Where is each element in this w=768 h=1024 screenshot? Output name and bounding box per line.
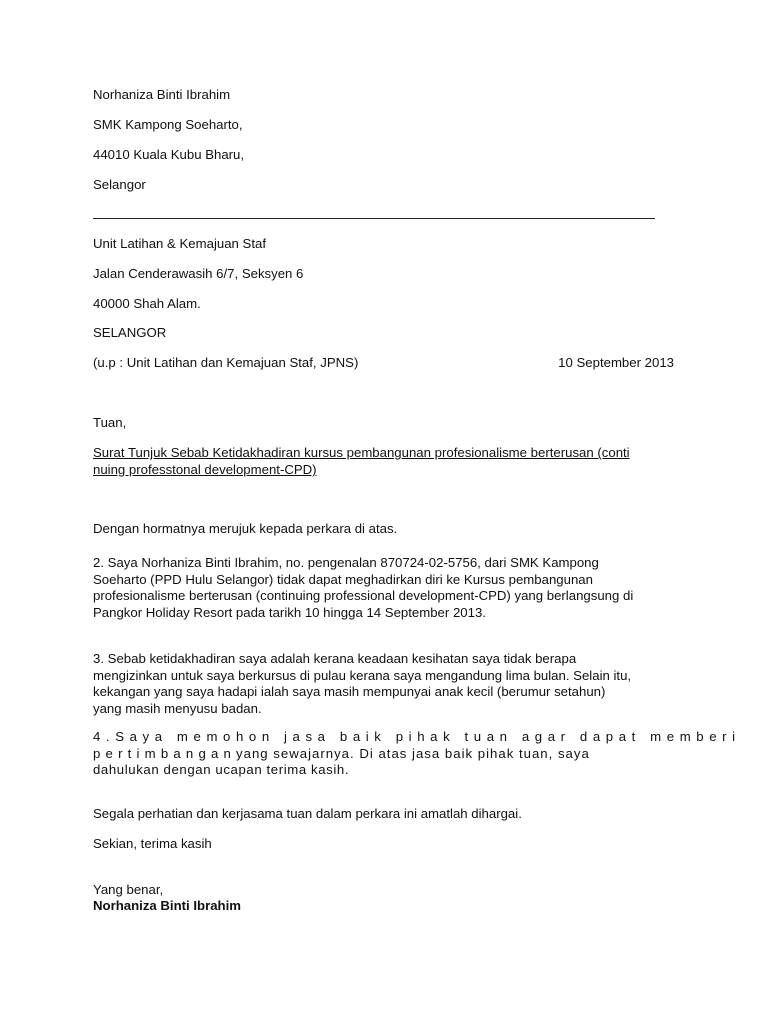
divider-line xyxy=(93,218,655,219)
salutation: Tuan, xyxy=(93,415,127,430)
paragraph-4-line: dahulukan dengan ucapan terima kasih. xyxy=(93,762,350,778)
signoff-yours: Yang benar, xyxy=(93,882,164,897)
paragraph-4 xyxy=(93,729,741,779)
closing: Sekian, terima kasih xyxy=(93,836,212,851)
recipient-state: SELANGOR xyxy=(93,325,167,340)
paragraph-4-rest: yang sewajarnya. Di atas jasa baik pihak tuan, saya xyxy=(236,745,590,761)
sender-postcode-city: 44010 Kuala Kubu Bharu, xyxy=(93,147,245,162)
subject-line-1: Surat Tunjuk Sebab Ketidakhadiran kursus pembangunan profesionalisme berterusan (conti xyxy=(93,445,630,460)
paragraph-4-line: 4.Saya memohon jasa baik pihak tuan agar dapat memberi xyxy=(93,729,741,744)
sender-state: Selangor xyxy=(93,177,146,192)
letter-date: 10 September 2013 xyxy=(558,355,674,370)
paragraph-2-line: Pangkor Holiday Resort pada tarikh 10 hingga 14 September 2013. xyxy=(93,604,486,620)
recipient-unit: Unit Latihan & Kemajuan Staf xyxy=(93,236,267,251)
paragraph-2 xyxy=(93,555,693,621)
recipient-attention: (u.p : Unit Latihan dan Kemajuan Staf, JPNS) xyxy=(93,355,359,370)
paragraph-3-line: 3. Sebab ketidakhadiran saya adalah kerana keadaan kesihatan saya tidak berapa xyxy=(93,651,577,666)
recipient-postcode-city: 40000 Shah Alam. xyxy=(93,296,201,311)
subject-line-2: nuing professtonal development-CPD) xyxy=(93,462,317,477)
paragraph-2-line: Soeharto (PPD Hulu Selangor) tidak dapat meghadirkan diri ke Kursus pembangunan xyxy=(93,571,593,587)
paragraph-3-line: yang masih menyusu badan. xyxy=(93,700,262,716)
opening-paragraph: Dengan hormatnya merujuk kepada perkara di atas. xyxy=(93,521,398,536)
signoff-name: Norhaniza Binti Ibrahim xyxy=(93,898,242,913)
recipient-street: Jalan Cenderawasih 6/7, Seksyen 6 xyxy=(93,266,304,281)
paragraph-3-line: kekangan yang saya hadapi ialah saya masih mempunyai anak kecil (berumur setahun) xyxy=(93,684,606,700)
paragraph-3-line: mengizinkan untuk saya berkursus di pulau kerana saya mengandung lima bulan. Selain itu, xyxy=(93,667,632,683)
sender-school: SMK Kampong Soeharto, xyxy=(93,117,243,132)
paragraph-3 xyxy=(93,651,693,717)
paragraph-2-line: 2. Saya Norhaniza Binti Ibrahim, no. pengenalan 870724-02-5756, dari SMK Kampong xyxy=(93,555,599,570)
sender-name: Norhaniza Binti Ibrahim xyxy=(93,87,231,102)
paragraph-5: Segala perhatian dan kerjasama tuan dalam perkara ini amatlah dihargai. xyxy=(93,806,522,821)
paragraph-2-line: profesionalisme berterusan (continuing professional development-CPD) yang berlangsung di xyxy=(93,588,634,604)
paragraph-4-line xyxy=(93,746,693,763)
paragraph-4-spaced-word: pertimbangan xyxy=(93,745,237,761)
